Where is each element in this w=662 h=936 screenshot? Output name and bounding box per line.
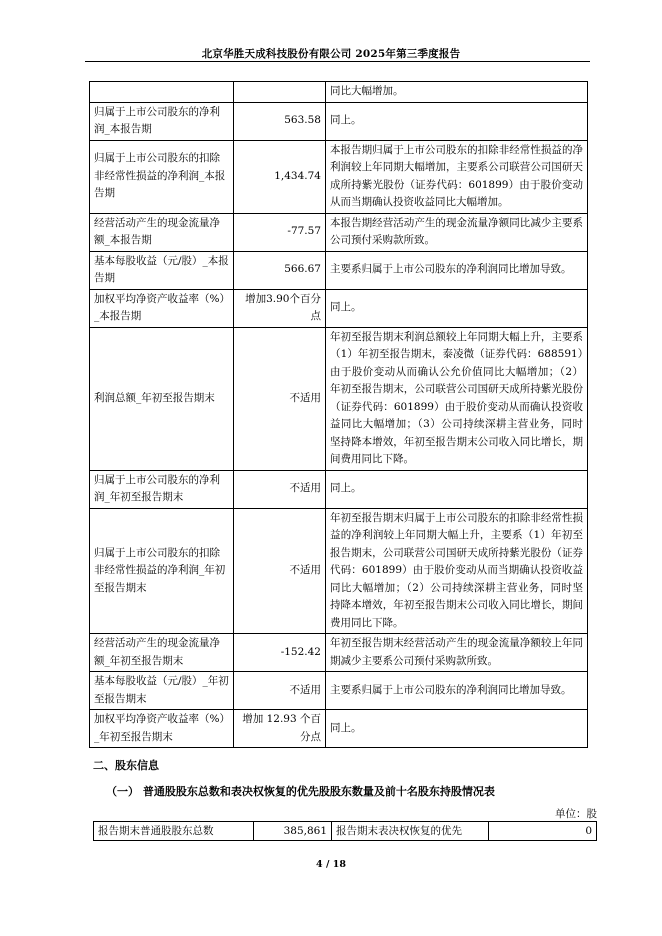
table-row xyxy=(90,140,588,213)
common-holders-label: 报告期末普通股股东总数 xyxy=(94,822,254,841)
table-cell-reason: 同上。 xyxy=(326,289,588,327)
change-reason-table xyxy=(89,81,588,748)
common-holders-value: 385,861 xyxy=(254,822,332,841)
unit-label: 单位：股 xyxy=(555,808,597,820)
table-row xyxy=(90,470,588,508)
table-cell-reason: 同上。 xyxy=(326,470,588,508)
table-cell-item: 经营活动产生的现金流量净额_本报告期 xyxy=(90,213,234,251)
table-cell-value: 不适用 xyxy=(234,672,326,710)
table-cell-value: 563.58 xyxy=(234,102,326,140)
table-cell-value: 不适用 xyxy=(234,508,326,634)
table-cell-reason: 本报告期经营活动产生的现金流量净额同比减少主要系公司预付采购款所致。 xyxy=(326,213,588,251)
table-cell-reason: 同比大幅增加。 xyxy=(326,82,588,103)
section-subtitle: （一） 普通股股东总数和表决权恢复的优先股股东数量及前十名股东持股情况表 xyxy=(106,785,495,798)
table-cell-value: 1,434.74 xyxy=(234,140,326,213)
table-row xyxy=(90,508,588,634)
table-cell-item: 归属于上市公司股东的净利润_本报告期 xyxy=(90,102,234,140)
table-cell-reason: 主要系归属于上市公司股东的净利润同比增加导致。 xyxy=(326,251,588,289)
page-number: 4 / 18 xyxy=(316,859,346,870)
table-row xyxy=(90,251,588,289)
table-cell-value: 不适用 xyxy=(234,327,326,470)
table-cell-reason: 本报告期归属于上市公司股东的扣除非经常性损益的净利润较上年同期大幅增加，主要系公司联营公司国研天成所持紫光股份（证券代码：601899）由于股价变动从而当期确认投资收益同比大幅增加。 xyxy=(326,140,588,213)
preferred-holders-value: 0 xyxy=(489,822,597,841)
table-cell-value: 566.67 xyxy=(234,251,326,289)
table-cell-reason: 年初至报告期末归属于上市公司股东的扣除非经常性损益的净利润较上年同期大幅上升，主要系（1）年初至报告期末，公司联营公司国研天成所持紫光股份（证券代码：601899）由于股价变动从而当期确认投资收益同比大幅增加；（2）公司持续深耕主营业务，同时坚持降本增效，年初至报告期末公司收入同比增长，期间费用同比下降。 xyxy=(326,508,588,634)
table-row xyxy=(90,213,588,251)
table-cell-value: -152.42 xyxy=(234,634,326,672)
table-cell-item: 加权平均净资产收益率（%）_年初至报告期末 xyxy=(90,710,234,748)
table-cell-item: 基本每股收益（元/股）_本报告期 xyxy=(90,251,234,289)
table-cell-value: -77.57 xyxy=(234,213,326,251)
table-cell-item: 加权平均净资产收益率（%）_本报告期 xyxy=(90,289,234,327)
table-row xyxy=(90,710,588,748)
table-cell-item: 经营活动产生的现金流量净额_年初至报告期末 xyxy=(90,634,234,672)
header-rule xyxy=(85,61,590,62)
section-title: 二、股东信息 xyxy=(93,759,159,772)
table-cell-reason: 年初至报告期末利润总额较上年同期大幅上升，主要系（1）年初至报告期末，泰凌微（证券代码：688591）由于股价变动从而确认公允价值同比大幅增加；（2）年初至报告期末，公司联营公司国研天成所持紫光股份（证券代码：601899）由于股价变动从而确认投资收益同比大幅增加；（3）公司持续深耕主营业务，同时坚持降本增效，年初至报告期末公司收入同比增长，期间费用同比下降。 xyxy=(326,327,588,470)
shareholder-count-table xyxy=(93,821,597,841)
table-cell-reason: 同上。 xyxy=(326,102,588,140)
table-row xyxy=(90,289,588,327)
preferred-holders-label: 报告期末表决权恢复的优先 xyxy=(332,822,489,841)
table-row xyxy=(90,327,588,470)
table-row xyxy=(90,82,588,103)
table-row xyxy=(90,672,588,710)
table-row xyxy=(90,634,588,672)
table-cell-reason: 年初至报告期末经营活动产生的现金流量净额较上年同期减少主要系公司预付采购款所致。 xyxy=(326,634,588,672)
table-cell-value xyxy=(234,82,326,103)
table-cell-value: 不适用 xyxy=(234,470,326,508)
table-cell-item xyxy=(90,82,234,103)
table-cell-item: 归属于上市公司股东的净利润_年初至报告期末 xyxy=(90,470,234,508)
table-cell-reason: 同上。 xyxy=(326,710,588,748)
table-row xyxy=(94,822,597,841)
table-cell-value: 增加3.90个百分点 xyxy=(234,289,326,327)
table-cell-item: 归属于上市公司股东的扣除非经常性损益的净利润_本报告期 xyxy=(90,140,234,213)
table-cell-reason: 主要系归属于上市公司股东的净利润同比增加导致。 xyxy=(326,672,588,710)
table-cell-item: 利润总额_年初至报告期末 xyxy=(90,327,234,470)
table-cell-value: 增加 12.93 个百分点 xyxy=(234,710,326,748)
table-row xyxy=(90,102,588,140)
table-cell-item: 归属于上市公司股东的扣除非经常性损益的净利润_年初至报告期末 xyxy=(90,508,234,634)
table-cell-item: 基本每股收益（元/股）_年初至报告期末 xyxy=(90,672,234,710)
page-header-title: 北京华胜天成科技股份有限公司 2025年第三季度报告 xyxy=(201,48,461,60)
